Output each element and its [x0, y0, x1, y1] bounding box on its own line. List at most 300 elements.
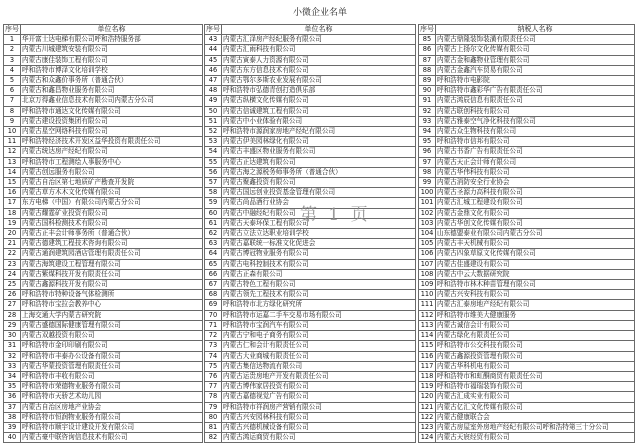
row-number: 69 [205, 300, 222, 310]
company-name: 内蒙古康佳装饰工程有限公司 [21, 55, 203, 65]
company-name: 内蒙古领先工程技术有限公司 [222, 290, 416, 300]
row-number: 60 [205, 208, 222, 218]
row-number: 76 [205, 371, 222, 381]
row-number: 119 [419, 382, 436, 392]
company-name: 内蒙古聚鑫投资有限公司 [222, 178, 416, 188]
table-row [4, 351, 203, 361]
table-row [205, 147, 416, 157]
row-number: 59 [205, 198, 222, 208]
row-number: 52 [205, 127, 222, 137]
table-row [205, 76, 416, 86]
row-number: 78 [205, 392, 222, 402]
row-number: 1 [4, 35, 21, 45]
table-row [419, 300, 635, 310]
company-name: 内蒙古统达房产经纪有限公司 [21, 147, 203, 157]
row-number: 101 [419, 198, 436, 208]
table-row [4, 55, 203, 65]
company-name: 华开富士达电梯有限公司呼和浩特服务部 [21, 35, 203, 45]
table-row [205, 35, 416, 45]
company-name: 内蒙古运贵房地产开发有限责任公司 [222, 371, 416, 381]
company-name: 内蒙古兴德机械设备有限公司 [222, 422, 416, 432]
company-name: 内蒙古集信达物流有限公司 [222, 361, 416, 371]
row-number: 25 [4, 280, 21, 290]
company-name: 内蒙古汇泰房地产经纪有限公司 [436, 300, 635, 310]
company-name: 内蒙古金鑫汽车贸易有限公司 [436, 65, 635, 75]
table-row [419, 371, 635, 381]
row-number: 21 [4, 239, 21, 249]
company-name: 内蒙古天宸经贸有限公司 [436, 433, 635, 443]
row-number: 33 [4, 361, 21, 371]
table-row [205, 96, 416, 106]
row-number: 81 [205, 422, 222, 432]
row-number: 88 [419, 65, 436, 75]
row-number: 45 [205, 55, 222, 65]
company-table-block-3 [418, 24, 635, 443]
row-number: 77 [205, 382, 222, 392]
table-row [4, 382, 203, 392]
table-row [4, 280, 203, 290]
table-row [4, 76, 203, 86]
company-name: 内蒙古鸿辰信息有限责任公司 [436, 96, 635, 106]
row-number: 51 [205, 116, 222, 126]
table-row [205, 188, 416, 198]
row-number: 3 [4, 55, 21, 65]
row-number: 123 [419, 422, 436, 432]
table-row [205, 218, 416, 228]
row-number: 61 [205, 218, 222, 228]
company-name: 内蒙古佳盛建设有限公司 [436, 259, 635, 269]
table-row [205, 412, 416, 422]
table-row [4, 239, 203, 249]
table-row [205, 127, 416, 137]
table-row [4, 320, 203, 330]
company-name: 内蒙古汇城工程建设有限公司 [436, 198, 635, 208]
seq-header: 序号 [420, 25, 434, 33]
company-name: 内蒙古诚信会计有限公司 [436, 320, 635, 330]
table-row [419, 259, 635, 269]
table-row [4, 178, 203, 188]
row-number: 40 [4, 433, 21, 443]
row-number: 85 [419, 35, 436, 45]
company-name: 内蒙古寅泰人力资源有限公司 [222, 55, 416, 65]
company-name: 内蒙古正达建筑有限公司 [222, 157, 416, 167]
company-name: 内蒙古信诚建筑工程有限公司 [222, 106, 416, 116]
row-number: 54 [205, 147, 222, 157]
row-number: 113 [419, 320, 436, 330]
company-name: 内蒙古紫煤科技开发有限责任公司 [21, 269, 203, 279]
company-name: 呼和浩特市鑫彩华广告有限责任公司 [436, 86, 635, 96]
page-watermark: 第 1 页 [300, 205, 371, 225]
company-name: 呼和浩特市林木种苗管理有限公司 [436, 280, 635, 290]
company-name: 内蒙古星空网络科技有限公司 [21, 127, 203, 137]
company-name: 内蒙古东方信息技术有限公司 [222, 65, 416, 75]
table-row [4, 371, 203, 381]
row-number: 99 [419, 178, 436, 188]
row-number: 24 [4, 269, 21, 279]
company-name: 内蒙古嘉德视觉广告有限公司 [222, 392, 416, 402]
company-name: 呼和浩特市和虹酮商贸有限责任公司 [436, 371, 635, 381]
company-name: 呼和浩特市天骄艺术幼儿园 [21, 392, 203, 402]
company-name: 内蒙古鄂尔多斯农业发展有限公司 [222, 76, 416, 86]
company-name: 内蒙古自治区房地产业协会 [21, 402, 203, 412]
company-name: 内蒙古健康联合会 [436, 412, 635, 422]
row-number: 112 [419, 310, 436, 320]
table-row [419, 280, 635, 290]
company-name: 呼和浩特市恒润物业服务有限公司 [21, 412, 203, 422]
table-row [4, 167, 203, 177]
table-row [4, 208, 203, 218]
company-name: 内蒙古众生物科技有限公司 [436, 127, 635, 137]
company-name: 呼和浩特市工程测绘人事服务中心 [21, 157, 203, 167]
row-number: 58 [205, 188, 222, 198]
company-name: 内蒙古鑫源科技开发有限公司 [21, 280, 203, 290]
company-name: 呼和浩特市维美大健康服务 [436, 310, 635, 320]
company-name: 内蒙古川城建筑安装有限公司 [21, 45, 203, 55]
company-table-block-1 [3, 24, 203, 443]
row-number: 108 [419, 269, 436, 279]
table-row [4, 269, 203, 279]
company-name: 内蒙古通润建筑园酒店管理有限责任公司 [21, 249, 203, 259]
header-row [4, 25, 203, 35]
table-body [205, 25, 416, 443]
company-name: 内蒙古创远服务有限公司 [21, 167, 203, 177]
table-row [205, 157, 416, 167]
company-name: 内蒙古建设投资集团有限公司 [21, 116, 203, 126]
company-name: 内蒙古鸿运商贸有限公司 [222, 433, 416, 443]
row-number: 12 [4, 147, 21, 157]
row-number: 56 [205, 167, 222, 177]
name-header: 单位名称 [21, 25, 203, 35]
table-row [205, 300, 416, 310]
company-name: 内蒙古德建筑工程技术咨询有限公司 [21, 239, 203, 249]
table-row [419, 249, 635, 259]
company-name: 呼和浩特市公交科技有限公司 [436, 341, 635, 351]
row-number: 31 [4, 341, 21, 351]
table-row [205, 320, 416, 330]
table-row [419, 157, 635, 167]
company-name: 内蒙古鼎隆装饰装潢有限责任公司 [436, 35, 635, 45]
company-name: 内蒙古草方木木文化传媒有限公司 [21, 188, 203, 198]
company-name: 呼和浩特市通达文化传媒有限公司 [21, 106, 203, 116]
table-row [4, 96, 203, 106]
company-name: 呼和浩特市金印印刷有限公司 [21, 341, 203, 351]
row-number: 32 [4, 351, 21, 361]
table-row [4, 229, 203, 239]
table-row [419, 188, 635, 198]
company-name: 呼和浩特市福瑞装饰有限公司 [436, 382, 635, 392]
company-name: 呼和浩特市顺宇设计建设开发有限公司 [21, 422, 203, 432]
company-name: 内蒙古伊美园林绿化有限公司 [222, 137, 416, 147]
table-row [205, 382, 416, 392]
table-row [419, 422, 635, 432]
row-number: 107 [419, 259, 436, 269]
table-row [4, 157, 203, 167]
table-row [419, 45, 635, 55]
company-name: 内蒙古丰盛区物业服务有限公司 [222, 147, 416, 157]
row-number: 19 [4, 218, 21, 228]
company-name: 呼和浩特市信邦有限公司 [436, 137, 635, 147]
row-number: 102 [419, 208, 436, 218]
seq-header: 序号 [206, 25, 220, 33]
row-number: 104 [419, 229, 436, 239]
table-row [419, 331, 635, 341]
row-number: 53 [205, 137, 222, 147]
table-row [419, 433, 635, 443]
row-number: 117 [419, 361, 436, 371]
table-row [4, 35, 203, 45]
table-row [4, 361, 203, 371]
company-name: 内蒙古博冠物业服务有限公司 [222, 249, 416, 259]
seq-header: 序号 [5, 25, 19, 33]
row-number: 35 [4, 382, 21, 392]
row-number: 16 [4, 188, 21, 198]
row-number: 82 [205, 433, 222, 443]
table-row [205, 239, 416, 249]
table-row [4, 433, 203, 443]
table-row [419, 402, 635, 412]
company-name: 呼和浩特市特种设备气体检测所 [21, 290, 203, 300]
company-name: 内蒙古书香广告有限责任公司 [436, 147, 635, 157]
company-name: 内蒙古中融经纪有限公司 [222, 208, 416, 218]
row-number: 66 [205, 269, 222, 279]
table-row [419, 290, 635, 300]
company-name: 内蒙古鑫源投资管理有限公司 [436, 351, 635, 361]
company-name: 内蒙古汇雨科技有限公司 [222, 45, 416, 55]
row-number: 18 [4, 208, 21, 218]
row-number: 111 [419, 300, 436, 310]
company-name: 内蒙古和鑫昌物业服务有限公司 [21, 86, 203, 96]
table-row [419, 65, 635, 75]
company-name: 内蒙古立法立达职业培训学校 [222, 229, 416, 239]
row-number: 62 [205, 229, 222, 239]
row-number: 14 [4, 167, 21, 177]
table-row [419, 35, 635, 45]
table-row [419, 76, 635, 86]
table-row [419, 351, 635, 361]
company-name: 内蒙古博伟家居投资有限公司 [222, 382, 416, 392]
row-number: 71 [205, 320, 222, 330]
company-name: 呼和浩特市丰收有限公司 [21, 371, 203, 381]
table-row [4, 310, 203, 320]
row-number: 103 [419, 218, 436, 228]
table-row [205, 310, 416, 320]
row-number: 72 [205, 331, 222, 341]
table-row [4, 341, 203, 351]
company-name: 内蒙古大业商城有限责任公司 [222, 351, 416, 361]
row-number: 80 [205, 412, 222, 422]
table-row [4, 392, 203, 402]
company-name: 内蒙古豪中联咨询信息技术有限公司 [21, 433, 203, 443]
company-name: 东方电梯（中国）有限公司内蒙古分公司 [21, 198, 203, 208]
table-row [419, 382, 635, 392]
company-name: 内蒙古绿化有限责任公司 [436, 331, 635, 341]
row-number: 120 [419, 392, 436, 402]
row-number: 93 [419, 116, 436, 126]
table-body [4, 25, 203, 443]
company-name: 呼和浩特市荣德物业服务有限公司 [21, 382, 203, 392]
company-name: 内蒙古尚品酒行业协会 [222, 198, 416, 208]
company-name: 内蒙古自治区第七地质矿产勘查开发院 [21, 178, 203, 188]
row-number: 70 [205, 310, 222, 320]
row-number: 47 [205, 76, 222, 86]
row-number: 11 [4, 137, 21, 147]
row-number: 86 [419, 45, 436, 55]
table-row [205, 290, 416, 300]
row-number: 95 [419, 137, 436, 147]
company-name: 内蒙古华蒙投资管理有限责任公司 [21, 361, 203, 371]
row-number: 68 [205, 290, 222, 300]
company-name: 内蒙古耀霆矿业投资有限公司 [21, 208, 203, 218]
row-number: 49 [205, 96, 222, 106]
row-number: 39 [4, 422, 21, 432]
company-name: 内蒙古华创文化传媒有限公司 [436, 218, 635, 228]
company-name: 内蒙古上扬尔文化传媒有限公司 [436, 45, 635, 55]
row-number: 38 [4, 412, 21, 422]
company-name: 呼和浩特市运嘉二手车交易市场有限公司 [222, 310, 416, 320]
table-row [205, 229, 416, 239]
company-name: 内蒙古仁和会计有限责任公司 [222, 341, 416, 351]
row-number: 124 [419, 433, 436, 443]
table-row [419, 218, 635, 228]
row-number: 57 [205, 178, 222, 188]
row-number: 121 [419, 402, 436, 412]
table-row [4, 45, 203, 55]
company-name: 呼和浩特市北方绿化研究所 [222, 300, 416, 310]
table-row [419, 198, 635, 208]
company-name: 呼和浩特市宝拉会教养中心 [21, 300, 203, 310]
row-number: 67 [205, 280, 222, 290]
table-row [205, 137, 416, 147]
table-row [205, 402, 416, 412]
header-row [205, 25, 416, 35]
table-row [419, 86, 635, 96]
row-number: 30 [4, 331, 21, 341]
table-row [4, 422, 203, 432]
row-number: 74 [205, 351, 222, 361]
company-name: 呼和浩特市电影院 [436, 76, 635, 86]
row-number: 44 [205, 45, 222, 55]
table-row [4, 249, 203, 259]
table-row [4, 300, 203, 310]
company-name: 内蒙古特色工程有限公司 [222, 280, 416, 290]
table-row [419, 239, 635, 249]
row-number: 20 [4, 229, 21, 239]
company-name: 内蒙古兴安科技有限公司 [436, 290, 635, 300]
table-row [4, 137, 203, 147]
table-row [419, 361, 635, 371]
table-row [4, 106, 203, 116]
row-number: 27 [4, 300, 21, 310]
company-name: 内蒙古宁和电子商务有限公司 [222, 331, 416, 341]
row-number: 109 [419, 280, 436, 290]
row-number: 97 [419, 157, 436, 167]
company-name: 内蒙古纵横文化传媒有限公司 [222, 96, 416, 106]
row-number: 9 [4, 116, 21, 126]
row-number: 29 [4, 320, 21, 330]
row-number: 28 [4, 310, 21, 320]
table-row [419, 127, 635, 137]
table-row [205, 331, 416, 341]
table-row [4, 86, 203, 96]
table-row [4, 127, 203, 137]
table-row [205, 392, 416, 402]
table-row [205, 422, 416, 432]
row-number: 55 [205, 157, 222, 167]
row-number: 122 [419, 412, 436, 422]
row-number: 37 [4, 402, 21, 412]
table-row [4, 290, 203, 300]
company-name: 内蒙古中小业体验有限公司 [222, 116, 416, 126]
row-number: 4 [4, 65, 21, 75]
page-title: 小微企业名单 [292, 8, 347, 18]
table-row [4, 259, 203, 269]
row-number: 105 [419, 239, 436, 249]
row-number: 63 [205, 239, 222, 249]
table-row [419, 229, 635, 239]
table-row [4, 331, 203, 341]
table-row [4, 65, 203, 75]
table-row [419, 116, 635, 126]
row-number: 22 [4, 249, 21, 259]
table-row [205, 341, 416, 351]
table-row [419, 269, 635, 279]
row-number: 13 [4, 157, 21, 167]
row-number: 110 [419, 290, 436, 300]
table-row [205, 280, 416, 290]
table-row [205, 259, 416, 269]
company-name: 上海交通大学内蒙古研究院 [21, 310, 203, 320]
row-number: 50 [205, 106, 222, 116]
row-number: 79 [205, 402, 222, 412]
row-number: 89 [419, 76, 436, 86]
table-row [419, 55, 635, 65]
row-number: 75 [205, 361, 222, 371]
company-name: 内蒙古消防安全行业协会 [436, 178, 635, 188]
company-name: 内蒙古海之源税务师事务所（普通合伙） [222, 167, 416, 177]
row-number: 10 [4, 127, 21, 137]
company-name: 内蒙古亿汇文化传媒有限公司 [436, 402, 635, 412]
row-number: 17 [4, 198, 21, 208]
header-row [419, 25, 635, 35]
company-name: 内蒙古雅泰空气净化科技有限公司 [436, 116, 635, 126]
row-number: 115 [419, 341, 436, 351]
company-name: 内蒙古双越投资有限公司 [21, 331, 203, 341]
company-name: 内蒙古电科控制技术有限公司 [222, 259, 416, 269]
table-row [419, 167, 635, 177]
company-name: 内蒙古和众鑫价事务所（普通合伙） [21, 76, 203, 86]
table-row [4, 188, 203, 198]
row-number: 94 [419, 127, 436, 137]
company-name: 内蒙古金和鑫物业管理有限公司 [436, 55, 635, 65]
table-row [205, 55, 416, 65]
row-number: 118 [419, 371, 436, 381]
table-row [205, 433, 416, 443]
table-row [205, 351, 416, 361]
table-row [419, 341, 635, 351]
company-name: 内蒙古正丰会计师事务所（普通合伙） [21, 229, 203, 239]
company-name: 内蒙古国远创业投资基金管理有限公司 [222, 188, 416, 198]
row-number: 26 [4, 290, 21, 300]
table-row [205, 249, 416, 259]
row-number: 8 [4, 106, 21, 116]
table-row [4, 412, 203, 422]
company-name: 呼和浩特市源润家房地产经纪有限公司 [222, 127, 416, 137]
company-name: 呼和浩特市丰泰办公设备有限公司 [21, 351, 203, 361]
company-name: 呼和浩特市博泽文化培训学校 [21, 65, 203, 75]
table-row [419, 320, 635, 330]
row-number: 90 [419, 86, 436, 96]
table-row [419, 147, 635, 157]
